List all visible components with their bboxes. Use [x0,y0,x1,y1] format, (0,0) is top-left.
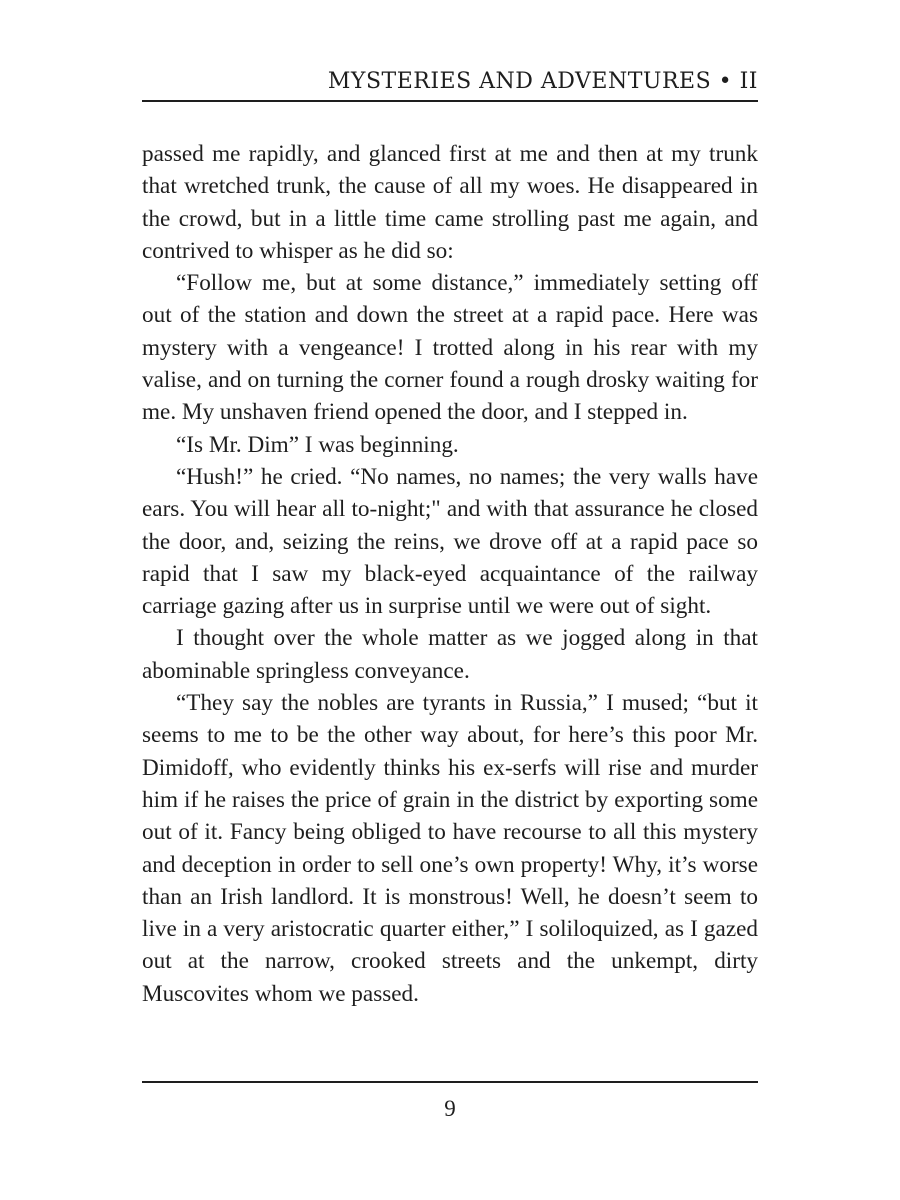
paragraph: I thought over the whole matter as we jogged along in that abominable springless conveyance. [142,625,758,684]
header-rule [142,100,758,102]
paragraph: passed me rapidly, and glanced first at me and then at my trunk that wretched trunk, the cause of all my woes. He disappeared in the crowd, but in a little time came strolling past me again, and contrived to whisper as he did so: [142,141,758,264]
paragraph: “Follow me, but at some distance,” immediately setting off out of the station and down the street at a rapid pace. Here was mystery with a vengeance! I trotted along in his rear with my valise, and on turning the corner found a rough drosky waiting for me. My unshaven friend opened the door, and I stepped in. [142,270,758,426]
paragraph: “They say the nobles are tyrants in Russia,” I mused; “but it seems to me to be the other way about, for here’s this poor Mr. Dimidoff, who evidently thinks his ex-serfs will rise and murder him if he raises the price of grain in the district by exporting some out of it. Fancy being obliged to have recourse to all this mystery and deception in order to sell one’s own property! Why, it’s worse than an Irish landlord. It is monstrous! Well, he doesn’t seem to live in a very aristocratic quarter either,” I soliloquized, as I gazed out at the narrow, crooked streets and the unkempt, dirty Muscovites whom we passed. [142,690,758,1007]
paragraph: “Is Mr. Dim” I was beginning. [176,431,459,458]
page-number: 9 [444,1096,456,1121]
paragraph: “Hush!” he cried. “No names, no names; the very walls have ears. You will hear all to-night;" and with that assurance he closed the door, and, seizing the reins, we drove off at a rapid pace so rapid that I saw my black-eyed acquaintance of the railway carriage gazing after us in surprise until we were out of sight. [142,463,758,620]
running-head: MYSTERIES AND ADVENTURES • II [327,69,758,94]
body-text [142,138,758,1010]
footer-rule [142,1081,758,1083]
